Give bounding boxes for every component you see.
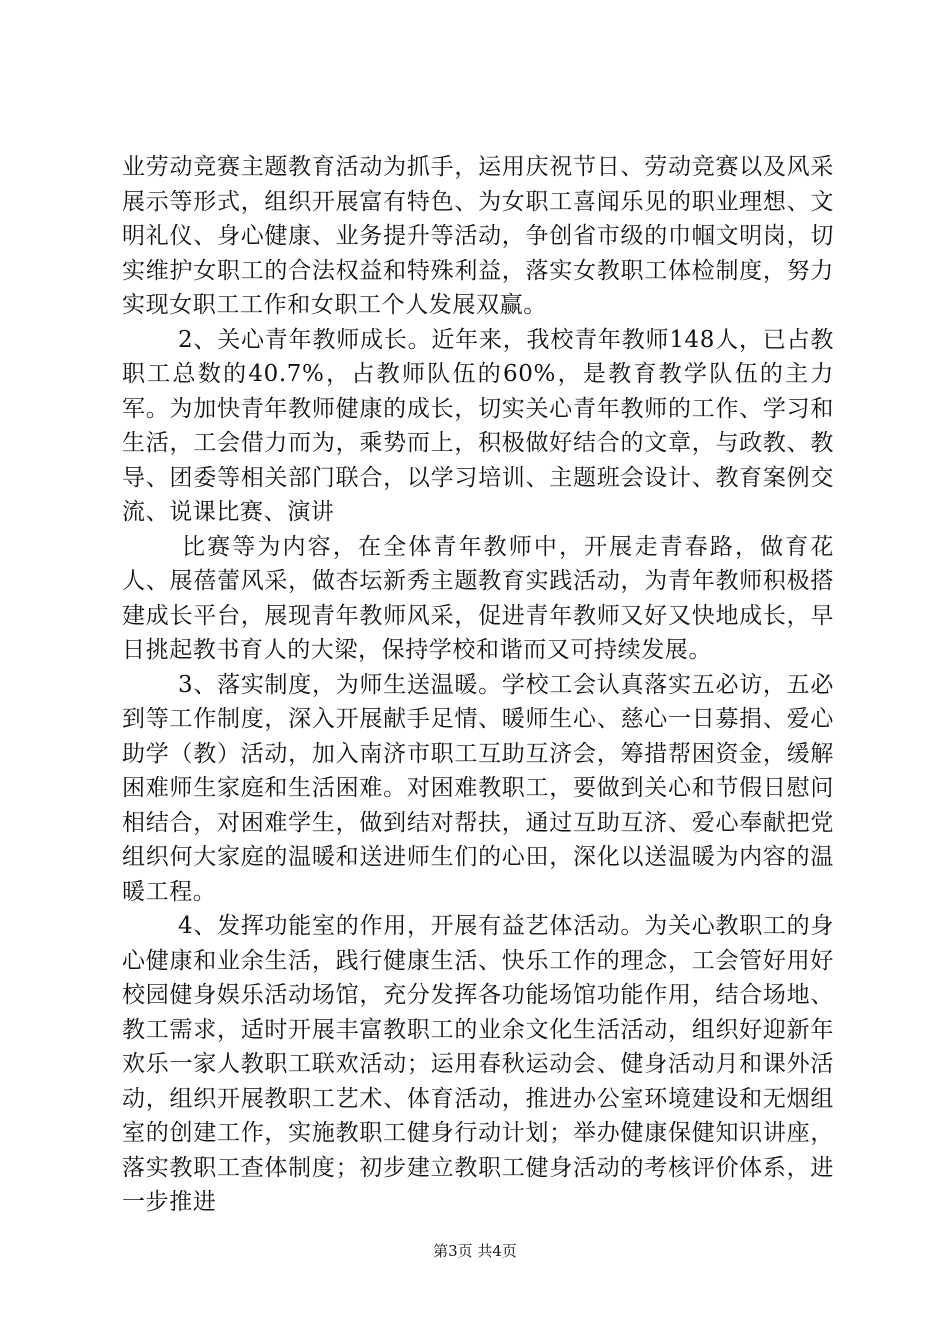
paragraph-continuation: 业劳动竞赛主题教育活动为抓手，运用庆祝节日、劳动竞赛以及风采展示等形式，组织开展富有特色、为女职工喜闻乐见的职业理想、文明礼仪、身心健康、业务提升等活动，争创省市级的巾帼文明岗，切实维护女职工的合法权益和特殊利益，落实女教职工体检制度，努力实现女职工工作和女职工个人发展双赢。 — [122, 154, 834, 318]
document-body — [122, 150, 834, 1220]
paragraph-activities: 4、发挥功能室的作用，开展有益艺体活动。为关心教职工的身心健康和业余生活，践行健康生活、快乐工作的理念，工会管好用好校园健身娱乐活动场馆，充分发挥各功能场馆功能作用，结合场地、教工需求，适时开展丰富教职工的业余文化生活活动，组织好迎新年欢乐一家人教职工联欢活动；运用春秋运动会、健身活动月和课外活动，组织开展教职工艺术、体育活动，推进办公室环境建设和无烟组室的创建工作，实施教职工健身行动计划；举办健康保健知识讲座，落实教职工查体制度；初步建立教职工健身活动的考核评价体系，进一步推进 — [122, 913, 834, 1215]
page-footer: 第3页 共4页 — [433, 1242, 517, 1260]
paragraph-young-teachers: 2、关心青年教师成长。近年来，我校青年教师148人，已占教职工总数的40.7%，占教师队伍的60%，是教育教学队伍的主力军。为加快青年教师健康的成长，切实关心青年教师的工作、学习和生活，工会借力而为，乘势而上，积极做好结合的文章，与政教、教导、团委等相关部门联合，以学习培训、主题班会设计、教育案例交流、说课比赛、演讲 — [122, 326, 834, 525]
paragraph-young-teachers-continued: 比赛等为内容，在全体青年教师中，开展走青春路，做育花人、展蓓蕾风采，做杏坛新秀主题教育实践活动，为青年教师积极搭建成长平台，展现青年教师风采，促进青年教师又好又快地成长，早日挑起教书育人的大梁，保持学校和谐而又可持续发展。 — [122, 533, 834, 663]
paragraph-warmth: 3、落实制度，为师生送温暖。学校工会认真落实五必访，五必到等工作制度，深入开展献手足情、暖师生心、慈心一日募捐、爱心助学（教）活动，加入南济市职工互助互济会，筹措帮困资金，缓解困难师生家庭和生活困难。对困难教职工，要做到关心和节假日慰问相结合，对困难学生，做到结对帮扶，通过互助互济、爱心奉献把党组织何大家庭的温暖和送进师生们的心田，深化以送温暖为内容的温暖工程。 — [122, 671, 834, 905]
